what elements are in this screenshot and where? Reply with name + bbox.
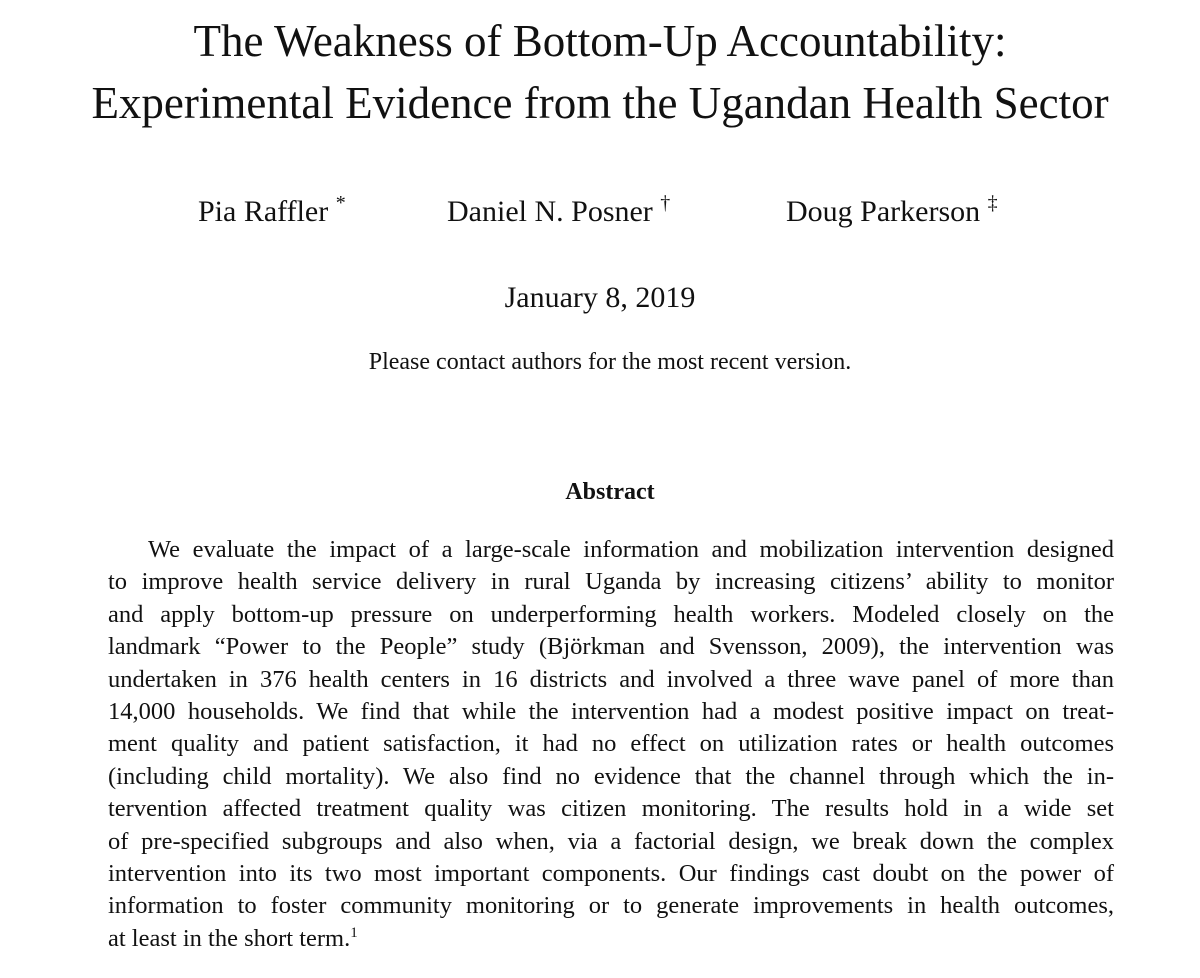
- abstract-line: We evaluate the impact of a large-scale information and mobilization intervention designed: [148, 536, 1114, 563]
- author-footnote-mark: *: [335, 192, 346, 214]
- abstract-body: [108, 534, 1114, 955]
- author-name: Doug Parkerson: [786, 195, 981, 228]
- abstract-line: ment quality and patient satisfaction, it had no effect on utilization rates or health outcomes: [108, 730, 1114, 758]
- author-parkerson: [786, 188, 998, 236]
- author-name: Daniel N. Posner: [447, 195, 653, 228]
- author-posner: [447, 188, 670, 236]
- abstract-line: landmark “Power to the People” study (Björkman and Svensson, 2009), the intervention was: [108, 633, 1114, 661]
- abstract-line: information to foster community monitoring or to generate improvements in health outcomes,: [108, 892, 1114, 920]
- abstract-line: undertaken in 376 health centers in 16 districts and involved a three wave panel of more than: [108, 665, 1114, 693]
- abstract-line: and apply bottom-up pressure on underperforming health workers. Modeled closely on the: [108, 600, 1114, 628]
- abstract-line: of pre-specified subgroups and also when, via a factorial design, we break down the complex: [108, 827, 1114, 855]
- author-footnote-mark: ‡: [987, 192, 998, 214]
- paper-date: January 8, 2019: [504, 281, 696, 314]
- author-footnote-mark: †: [660, 192, 671, 214]
- abstract-heading: Abstract: [565, 479, 655, 505]
- abstract-line: (including child mortality). We also find no evidence that the channel through which the in-: [108, 762, 1114, 790]
- abstract-line: to improve health service delivery in rural Uganda by increasing citizens’ ability to monitor: [108, 568, 1114, 596]
- author-list: [0, 188, 1200, 236]
- abstract-line: tervention affected treatment quality was citizen monitoring. The results hold in a wide set: [108, 795, 1114, 823]
- version-note: Please contact authors for the most recent version.: [368, 349, 852, 375]
- abstract-line-last: [108, 923, 1114, 955]
- abstract-line-text: at least in the short term.: [108, 924, 351, 952]
- paper-title-line-2: Experimental Evidence from the Ugandan Health Sector: [91, 78, 1109, 128]
- paper-title-line-1: The Weakness of Bottom-Up Accountability:: [193, 16, 1007, 66]
- abstract-line: 14,000 households. We find that while the intervention had a modest positive impact on treat-: [108, 697, 1114, 725]
- author-name: Pia Raffler: [198, 195, 329, 228]
- footnote-reference[interactable]: 1: [350, 924, 358, 941]
- abstract-line: intervention into its two most important components. Our findings cast doubt on the power of: [108, 859, 1114, 887]
- author-raffler: [198, 188, 346, 236]
